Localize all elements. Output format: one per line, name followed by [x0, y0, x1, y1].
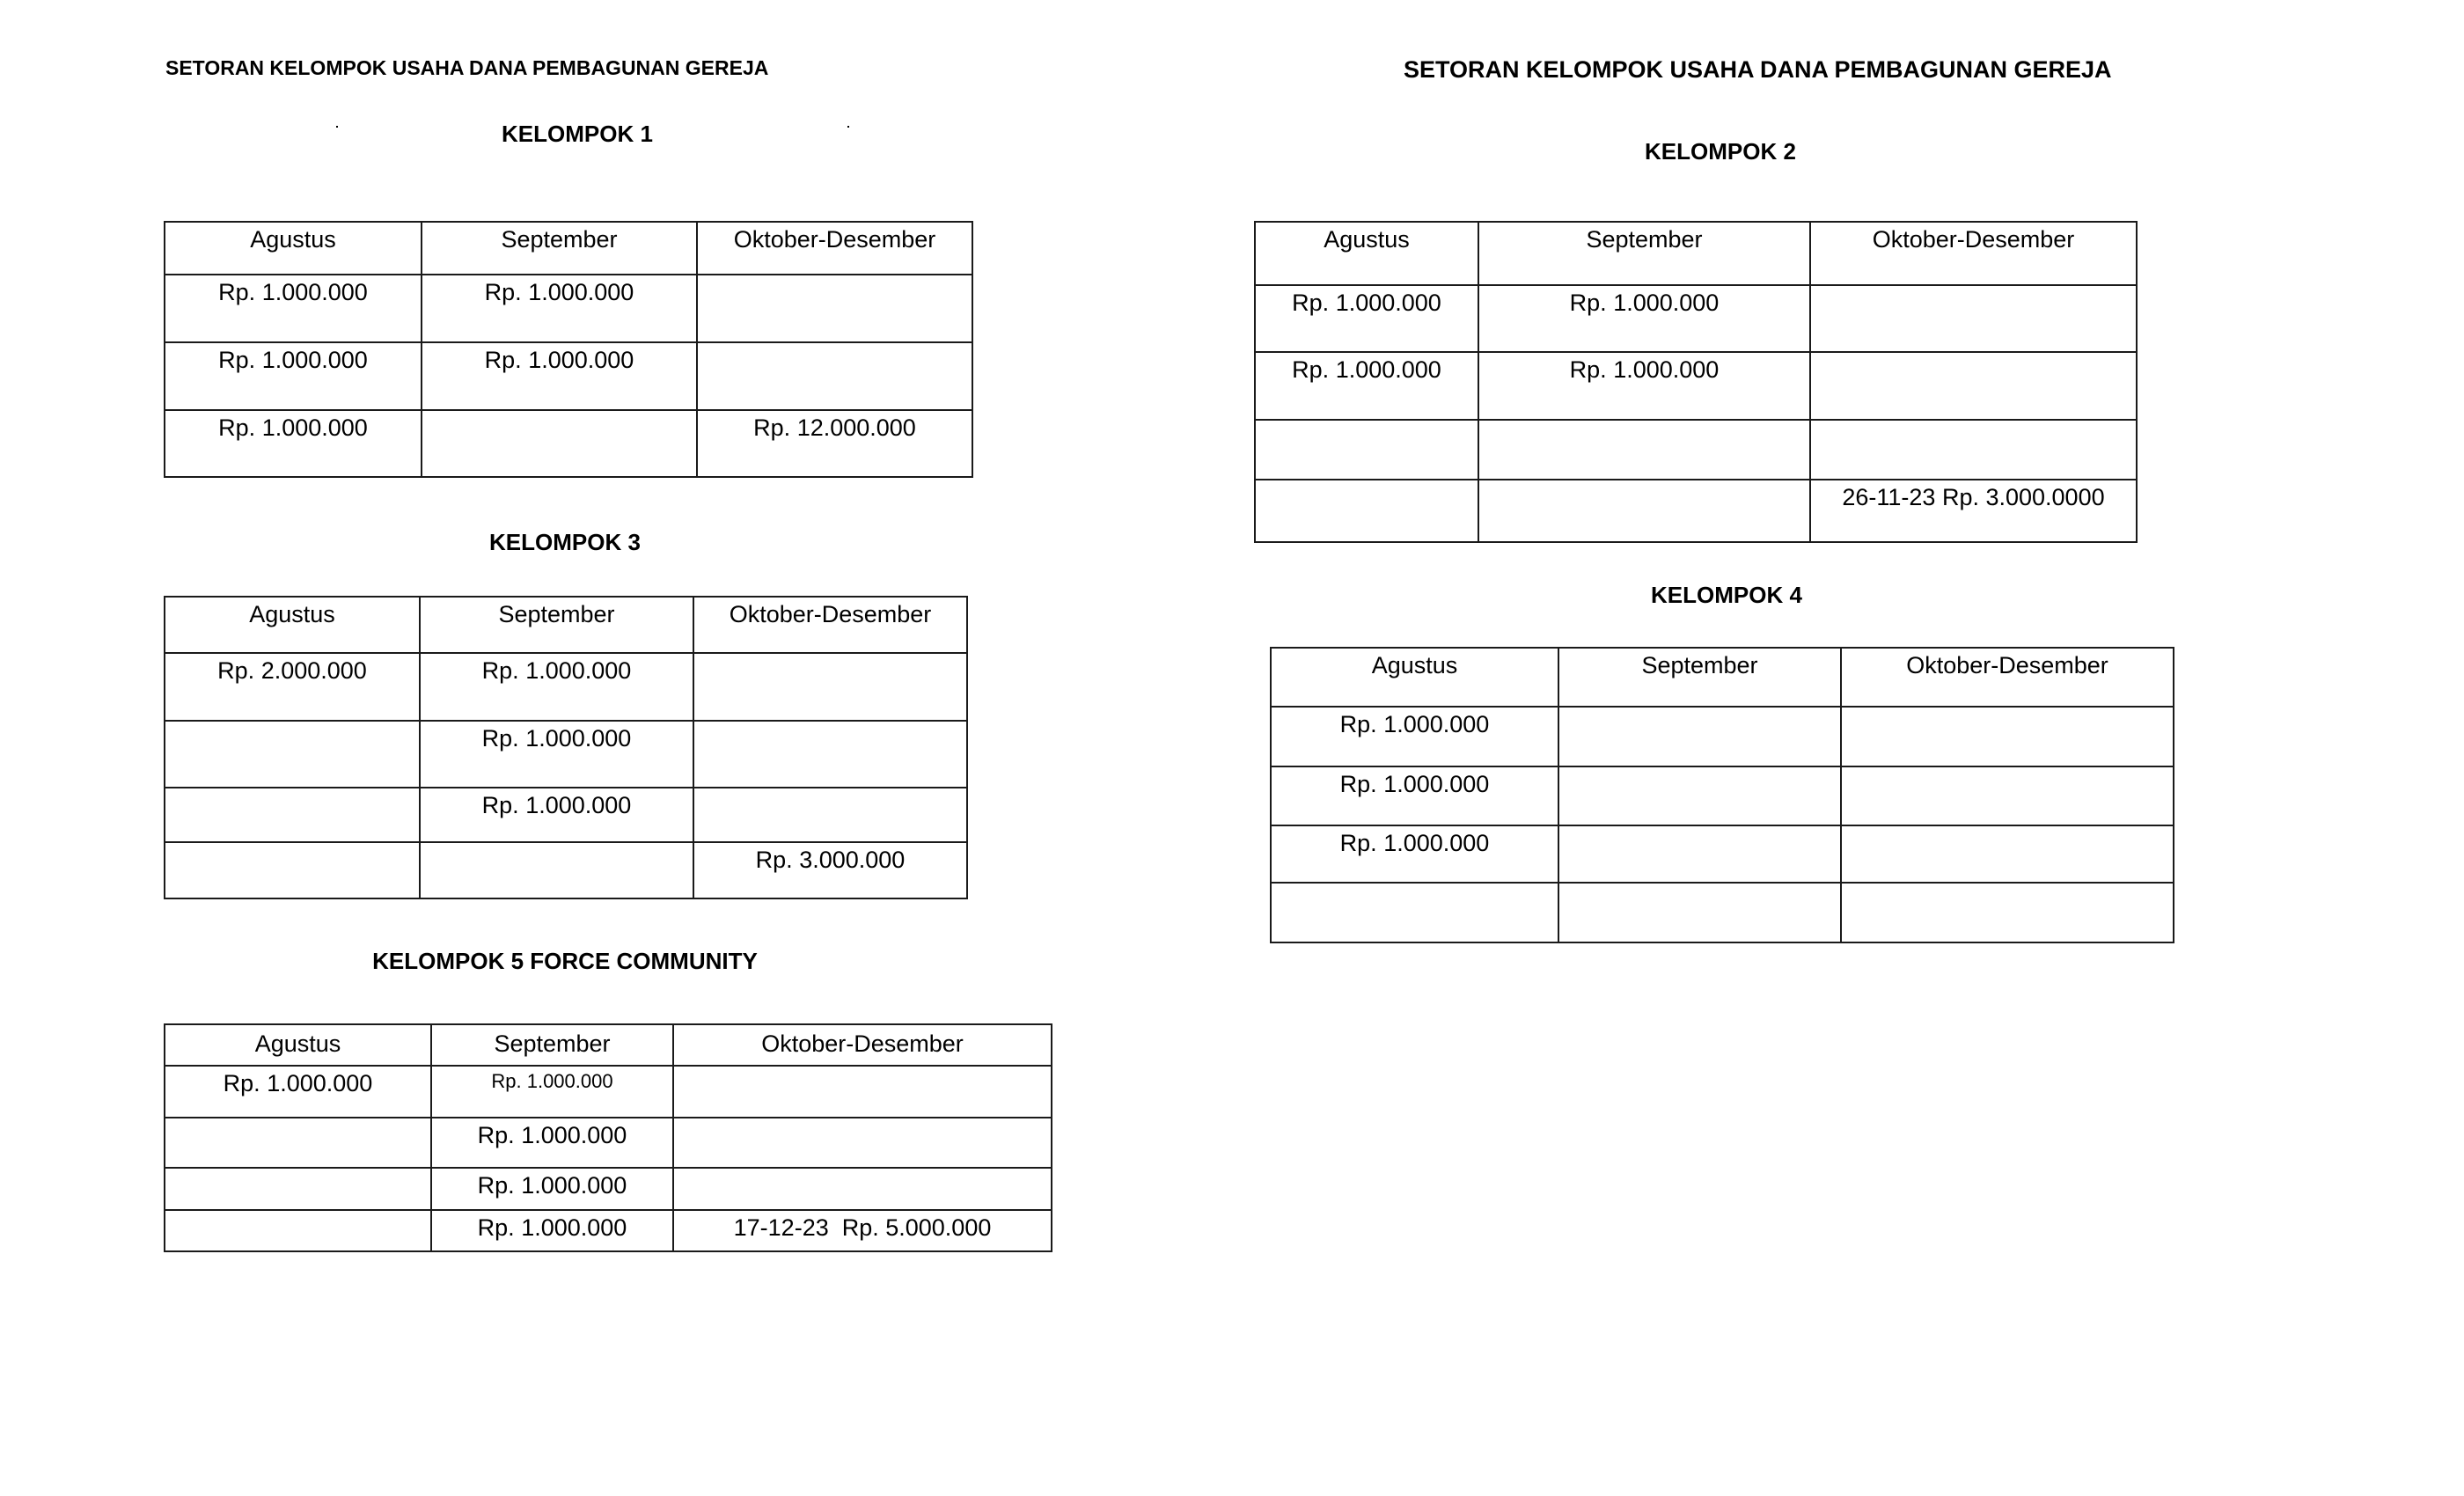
group-title-kelompok-5: KELOMPOK 5 FORCE COMMUNITY — [372, 948, 758, 974]
column-header-agustus: Agustus — [1271, 648, 1558, 707]
table-row — [165, 653, 967, 721]
column-header-september: September — [420, 597, 693, 653]
table-cell: Rp. 1.000.000 — [165, 342, 422, 410]
column-header-agustus: Agustus — [165, 222, 422, 275]
table-cell — [1255, 420, 1478, 480]
table-cell: Rp. 1.000.000 — [420, 653, 693, 721]
page-title-left: SETORAN KELOMPOK USAHA DANA PEMBAGUNAN GEREJA — [165, 56, 769, 79]
table-cell: Rp. 12.000.000 — [697, 410, 972, 477]
table-cell — [673, 1066, 1052, 1118]
table-cell: Rp. 1.000.000 — [420, 721, 693, 788]
table-cell — [1558, 825, 1841, 883]
table-header-row — [165, 1024, 1052, 1066]
table-cell: Rp. 1.000.000 — [1255, 352, 1478, 420]
table-cell — [693, 788, 967, 842]
table-row — [1271, 883, 2174, 942]
column-header-agustus: Agustus — [165, 597, 420, 653]
table-cell: 17-12-23 Rp. 5.000.000 — [673, 1210, 1052, 1251]
table-cell: Rp. 1.000.000 — [1478, 285, 1810, 352]
table-row — [165, 410, 972, 477]
table-cell: Rp. 1.000.000 — [165, 1066, 431, 1118]
table-cell — [1841, 883, 2174, 942]
group-title-kelompok-3: KELOMPOK 3 — [489, 529, 641, 555]
table-cell: Rp. 1.000.000 — [1255, 285, 1478, 352]
table-cell: Rp. 1.000.000 — [1271, 825, 1558, 883]
table-cell — [1558, 707, 1841, 766]
table-cell: Rp. 1.000.000 — [165, 275, 422, 342]
table-cell — [165, 1210, 431, 1251]
table-kelompok-3 — [164, 596, 968, 899]
table-cell: Rp. 2.000.000 — [165, 653, 420, 721]
page-title-right: SETORAN KELOMPOK USAHA DANA PEMBAGUNAN GEREJA — [1404, 56, 2112, 83]
table-cell — [1841, 707, 2174, 766]
column-header-oktober-desember: Oktober-Desember — [697, 222, 972, 275]
table-header-row — [165, 222, 972, 275]
table-cell — [673, 1168, 1052, 1210]
table-cell: Rp. 1.000.000 — [431, 1210, 673, 1251]
table-cell — [420, 842, 693, 898]
column-header-oktober-desember: Oktober-Desember — [1841, 648, 2174, 707]
table-row — [1271, 707, 2174, 766]
table-header-row — [1255, 222, 2137, 285]
table-cell: Rp. 1.000.000 — [1478, 352, 1810, 420]
table-cell — [1841, 825, 2174, 883]
table-cell: Rp. 1.000.000 — [420, 788, 693, 842]
group-title-kelompok-1: KELOMPOK 1 — [502, 121, 653, 147]
table-row — [165, 1118, 1052, 1168]
table-row — [1255, 480, 2137, 542]
table-cell — [1478, 420, 1810, 480]
table-cell — [165, 1118, 431, 1168]
table-cell: Rp. 1.000.000 — [422, 275, 697, 342]
table-cell: Rp. 1.000.000 — [431, 1168, 673, 1210]
table-cell — [1271, 883, 1558, 942]
table-cell: Rp. 1.000.000 — [431, 1118, 673, 1168]
table-row — [1271, 766, 2174, 825]
group-title-kelompok-2: KELOMPOK 2 — [1645, 138, 1796, 165]
table-cell — [1810, 420, 2137, 480]
table-cell — [1478, 480, 1810, 542]
table-row — [1255, 285, 2137, 352]
table-row — [165, 788, 967, 842]
table-kelompok-4 — [1270, 647, 2174, 943]
table-cell — [165, 721, 420, 788]
table-cell — [1558, 883, 1841, 942]
column-header-september: September — [422, 222, 697, 275]
column-header-oktober-desember: Oktober-Desember — [1810, 222, 2137, 285]
table-row — [165, 721, 967, 788]
table-cell: Rp. 1.000.000 — [1271, 766, 1558, 825]
table-cell — [1841, 766, 2174, 825]
table-kelompok-2 — [1254, 221, 2138, 543]
table-row — [1271, 825, 2174, 883]
table-row — [165, 1210, 1052, 1251]
table-cell — [165, 842, 420, 898]
table-row — [165, 342, 972, 410]
column-header-september: September — [431, 1024, 673, 1066]
table-cell: Rp. 1.000.000 — [422, 342, 697, 410]
table-kelompok-1 — [164, 221, 973, 478]
stray-dot — [336, 126, 338, 128]
table-cell — [165, 788, 420, 842]
stray-dot — [847, 126, 849, 128]
table-cell — [1810, 285, 2137, 352]
table-cell — [1558, 766, 1841, 825]
column-header-september: September — [1478, 222, 1810, 285]
table-cell: Rp. 3.000.000 — [693, 842, 967, 898]
column-header-agustus: Agustus — [165, 1024, 431, 1066]
table-cell: 26-11-23 Rp. 3.000.0000 — [1810, 480, 2137, 542]
table-cell: Rp. 1.000.000 — [165, 410, 422, 477]
table-row — [165, 842, 967, 898]
table-cell — [673, 1118, 1052, 1168]
table-kelompok-5 — [164, 1023, 1052, 1252]
table-cell — [697, 275, 972, 342]
column-header-agustus: Agustus — [1255, 222, 1478, 285]
table-header-row — [1271, 648, 2174, 707]
table-cell: Rp. 1.000.000 — [431, 1066, 673, 1118]
group-title-kelompok-4: KELOMPOK 4 — [1651, 582, 1802, 608]
column-header-september: September — [1558, 648, 1841, 707]
table-row — [165, 275, 972, 342]
table-cell — [693, 721, 967, 788]
table-row — [165, 1066, 1052, 1118]
table-cell — [422, 410, 697, 477]
table-cell — [1810, 352, 2137, 420]
table-header-row — [165, 597, 967, 653]
column-header-oktober-desember: Oktober-Desember — [693, 597, 967, 653]
table-cell: Rp. 1.000.000 — [1271, 707, 1558, 766]
table-cell — [1255, 480, 1478, 542]
column-header-oktober-desember: Oktober-Desember — [673, 1024, 1052, 1066]
table-row — [165, 1168, 1052, 1210]
table-cell — [693, 653, 967, 721]
table-row — [1255, 420, 2137, 480]
table-row — [1255, 352, 2137, 420]
table-cell — [165, 1168, 431, 1210]
table-cell — [697, 342, 972, 410]
